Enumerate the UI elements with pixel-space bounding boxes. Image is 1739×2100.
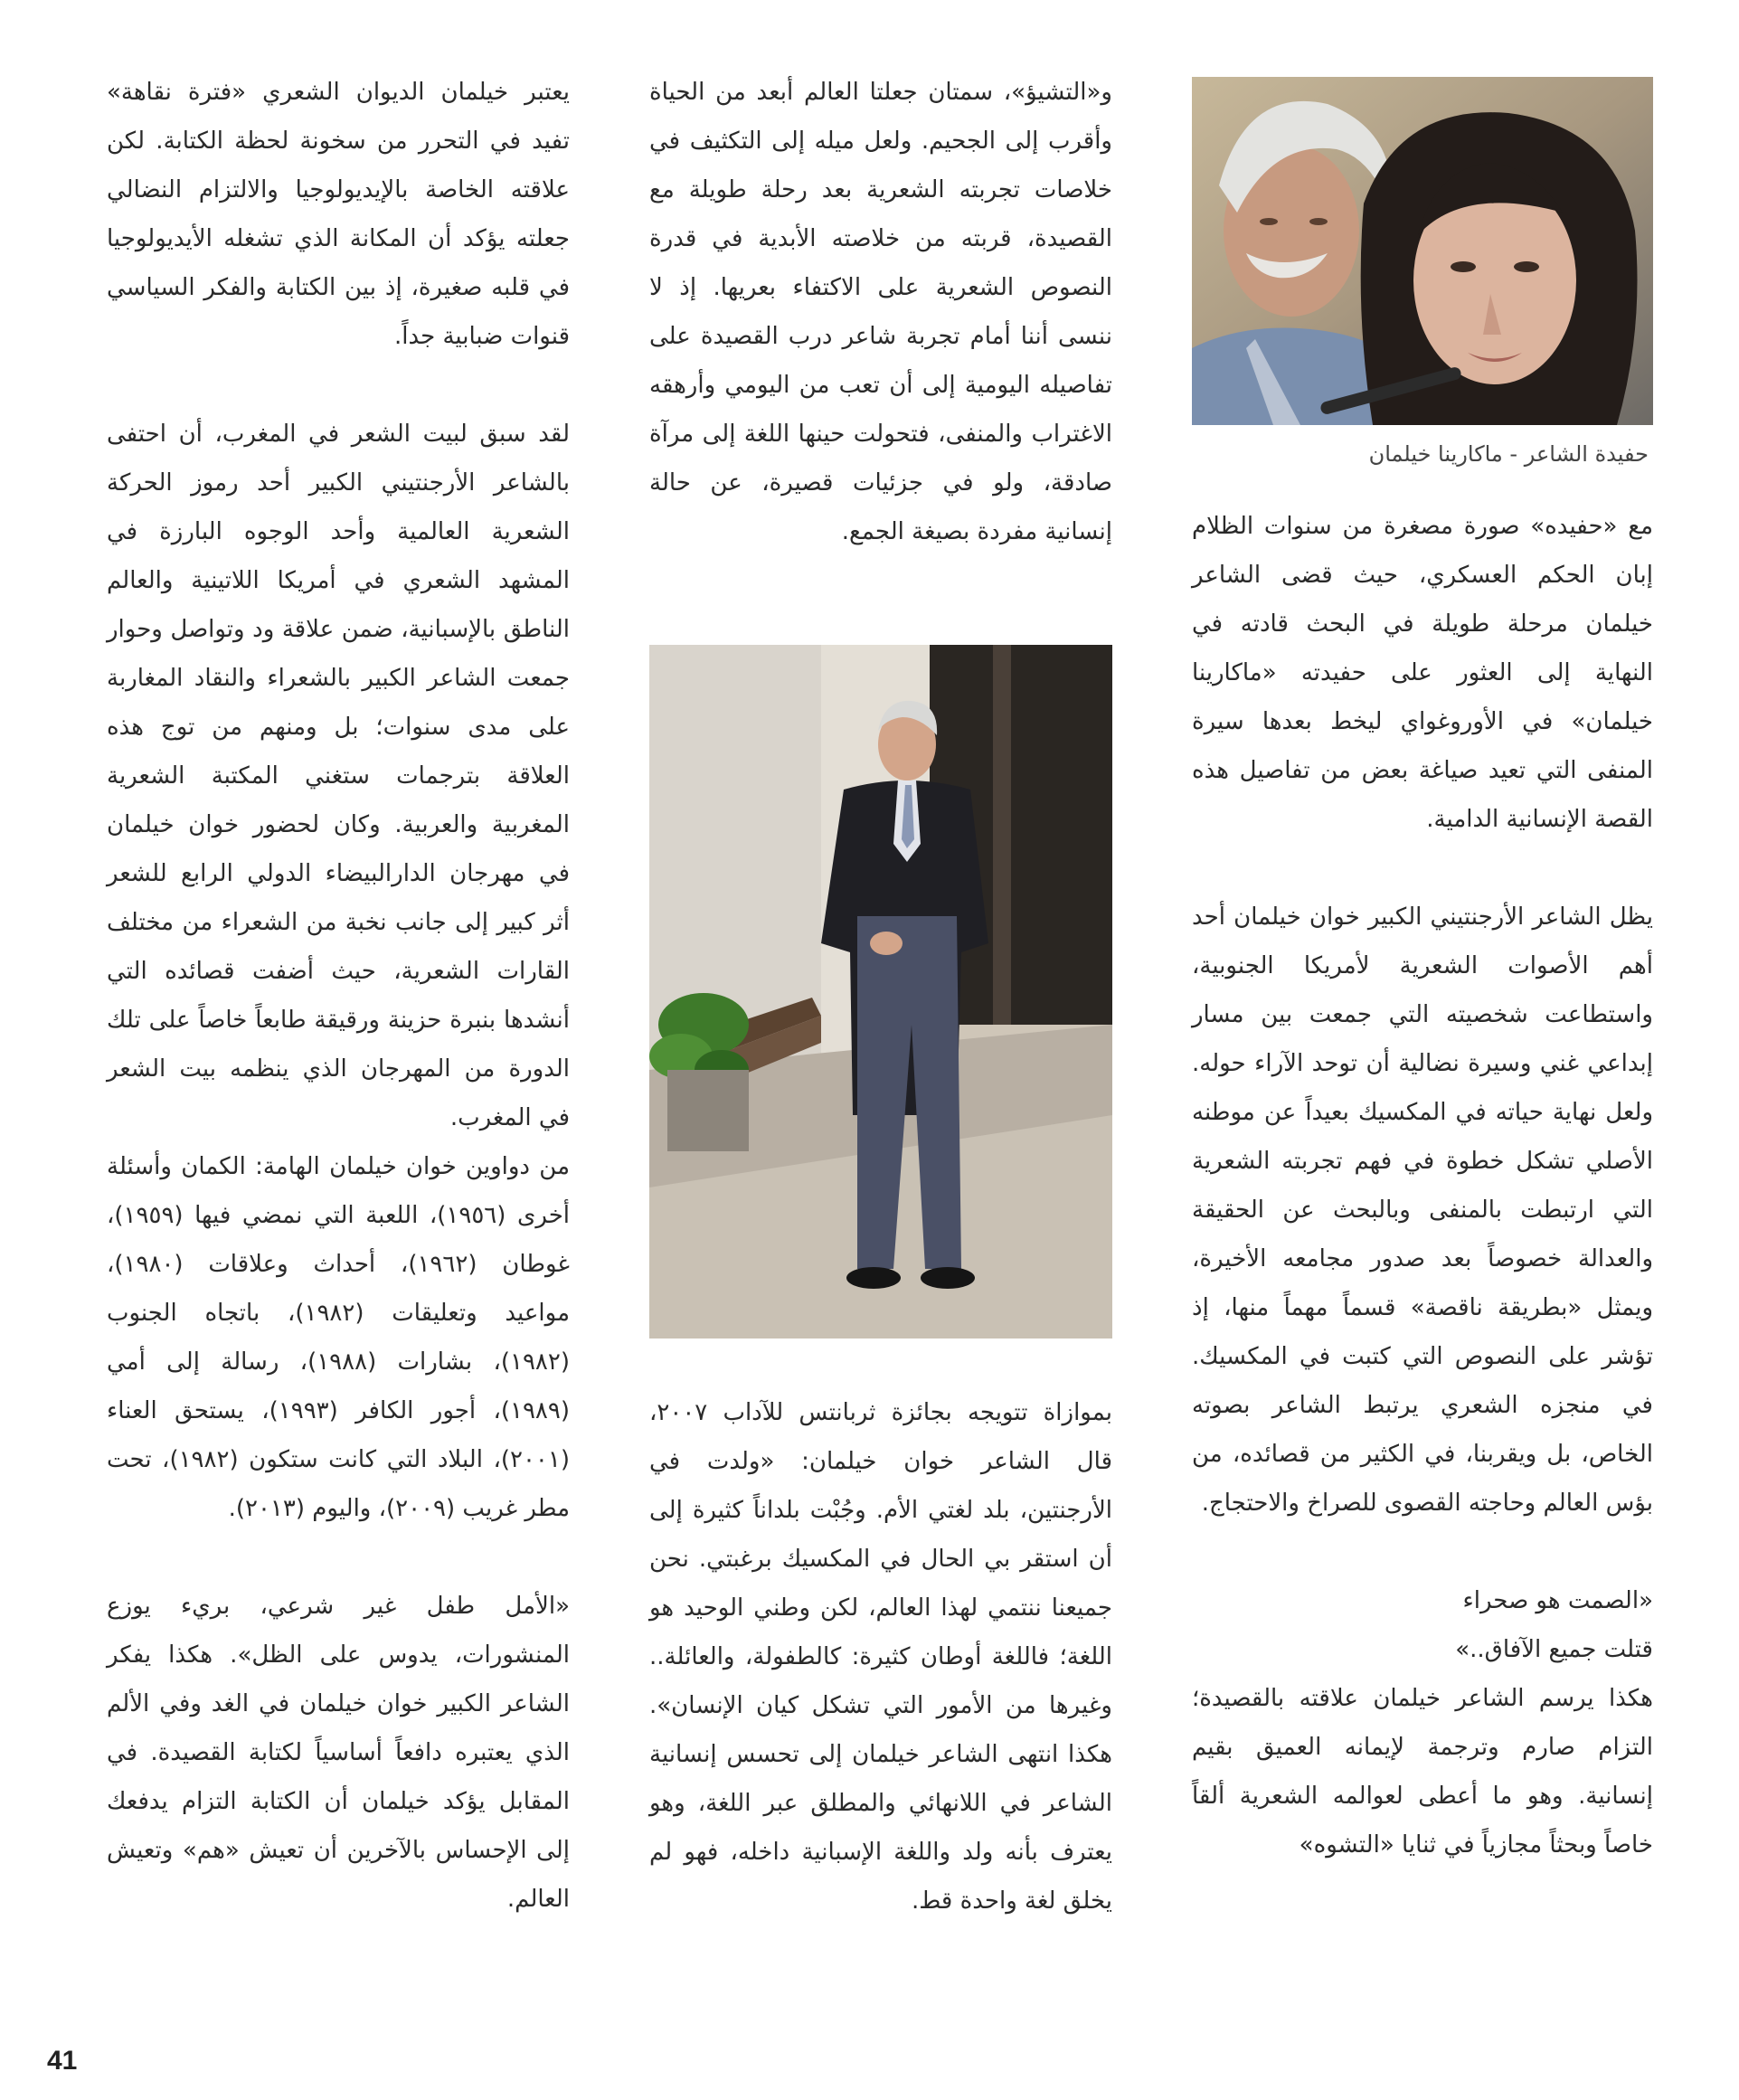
article-column-left	[107, 68, 570, 1924]
paragraph: مع «حفيده» صورة مصغرة من سنوات الظلام إبان الحكم العسكري، حيث قضى الشاعر خيلمان مرحلة طويلة في البحث قادته في النهاية إلى العثور على حفيدته «ماكارينا خيلمان» في الأوروغواي ليخط بعدها سيرة المنفى التي تعيد صياغة بعض من تفاصيل هذه القصة الإنسانية الدامية.	[1192, 513, 1653, 833]
paragraph: يعتبر خيلمان الديوان الشعري «فترة نقاهة» تفيد في التحرر من سخونة لحظة الكتابة. لكن علاقته الخاصة بالإيديولوجيا والالتزام النضالي جعلته يؤكد أن المكانة الذي تشغله الأيديولوجيا في قلبه صغيرة، إذ بين الكتابة والفكر السياسي قنوات ضبابية جداً.	[107, 79, 570, 350]
paragraph: هكذا يرسم الشاعر خيلمان علاقته بالقصيدة؛ التزام صارم وترجمة لإيمانه العميق بقيم إنسانية. وهو ما أعطى لعوالمه الشعرية ألقاً خاصاً وبحثاً مجازياً في ثنايا «التشوه»	[1192, 1685, 1653, 1859]
poem-quote-line: قتلت جميع الآفاق..»	[1455, 1636, 1653, 1663]
paragraph: «الأمل طفل غير شرعي، بريء يوزع المنشورات، يدوس على الظل». هكذا يفكر الشاعر الكبير خوان خيلمان في الغد وفي الألم الذي يعتبره دافعاً أساسياً لكتابة القصيدة. في المقابل يؤكد خيلمان أن الكتابة التزام يدفعك إلى الإحساس بالآخرين أن تعيش «هم» وتعيش العالم.	[107, 1593, 570, 1913]
poem-quote-line: «الصمت هو صحراء	[1462, 1587, 1653, 1614]
paragraph: بموازاة تتويجه بجائزة ثربانتس للآداب ٢٠٠٧، قال الشاعر خوان خيلمان: «ولدت في الأرجنتين، بلد لغتي الأم. وجُبْت بلداناً كثيرة إلى أن استقر بي الحال في المكسيك برغبتي. نحن جميعنا ننتمي لهذا العالم، لكن وطني الوحيد هو اللغة؛ فاللغة أوطان كثيرة: كالطفولة، والعائلة.. وغيرها من الأمور التي تشكل كيان الإنسان». هكذا انتهى الشاعر خيلمان إلى تحسس إنسانية الشاعر في اللانهائي والمطلق عبر اللغة، وهو يعترف بأنه ولد واللغة الإسبانية داخله، فهو لم يخلق لغة واحدة قط.	[649, 1399, 1112, 1915]
photo-poet-walking-image	[649, 645, 1112, 1339]
article-column-middle-lower	[649, 1388, 1112, 1925]
paragraph: من دواوين خوان خيلمان الهامة: الكمان وأسئلة أخرى (١٩٥٦)، اللعبة التي نمضي فيها (١٩٥٩)، غوطان (١٩٦٢)، أحداث وعلاقات (١٩٨٠)، مواعيد وتعليقات (١٩٨٢)، باتجاه الجنوب (١٩٨٢)، بشارات (١٩٨٨)، رسالة إلى أمي (١٩٨٩)، أجور الكافر (١٩٩٣)، يستحق العناء (٢٠٠١)، البلاد التي كانت ستكون (١٩٨٢)، تحت مطر غريب (٢٠٠٩)، واليوم (٢٠١٣).	[107, 1153, 570, 1522]
paragraph: لقد سبق لبيت الشعر في المغرب، أن احتفى بالشاعر الأرجنتيني الكبير أحد رموز الحركة الشعرية العالمية وأحد الوجوه البارزة في المشهد الشعري في أمريكا اللاتينية والعالم الناطق بالإسبانية، ضمن علاقة ود وتواصل وحوار جمعت الشاعر الكبير بالشعراء والنقاد المغاربة على مدى سنوات؛ بل ومنهم من توج هذه العلاقة بترجمات ستغني المكتبة الشعرية المغربية والعربية. وكان لحضور خوان خيلمان في مهرجان الدارالبيضاء الدولي الرابع للشعر أثر كبير إلى جانب نخبة من الشعراء من مختلف القارات الشعرية، حيث أضفت قصائده التي أنشدها بنبرة حزينة ورقيقة طابعاً خاصاً على تلك الدورة من المهرجان الذي ينظمه بيت الشعر في المغرب.	[107, 421, 570, 1131]
article-column-right	[1192, 502, 1653, 1869]
photo-poet-and-granddaughter-image	[1192, 77, 1653, 425]
photo-poet-walking	[649, 645, 1112, 1339]
photo-caption: حفيدة الشاعر - ماكارينا خيلمان	[1368, 441, 1649, 467]
paragraph: و«التشيؤ»، سمتان جعلتا العالم أبعد من الحياة وأقرب إلى الجحيم. ولعل ميله إلى التكثيف في خلاصات تجربته الشعرية بعد رحلة طويلة مع القصيدة، قربته من خلاصته الأبدية في قدرة النصوص الشعرية على الاكتفاء بعريها. إذ لا ننسى أننا أمام تجربة شاعر درب القصيدة على تفاصيله اليومية إلى أن تعب من اليومي وأرهقه الاغتراب والمنفى، فتحولت حينها اللغة إلى مرآة صادقة، ولو في جزئيات قصيرة، عن حالة إنسانية مفردة بصيغة الجمع.	[649, 79, 1112, 545]
page-number: 41	[47, 2046, 78, 2076]
paragraph: يظل الشاعر الأرجنتيني الكبير خوان خيلمان أحد أهم الأصوات الشعرية لأمريكا الجنوبية، واستطاعت شخصيته التي جمعت بين مسار إبداعي غني وسيرة نضالية أن توحد الآراء حوله. ولعل نهاية حياته في المكسيك بعيداً عن موطنه الأصلي تشكل خطوة في فهم تجربته الشعرية التي ارتبطت بالمنفى وبالبحث عن الحقيقة والعدالة خصوصاً بعد صدور مجامعه الأخيرة، ويمثل «بطريقة ناقصة» قسماً مهماً منها، إذ تؤشر على النصوص التي كتبت في المكسيك. في منجزه الشعري يرتبط الشاعر بصوته الخاص، بل ويقربنا، في الكثير من قصائده، من بؤس العالم وحاجته القصوى للصراخ والاحتجاج.	[1192, 903, 1653, 1517]
article-column-middle	[649, 68, 1112, 556]
photo-poet-and-granddaughter	[1192, 77, 1653, 425]
